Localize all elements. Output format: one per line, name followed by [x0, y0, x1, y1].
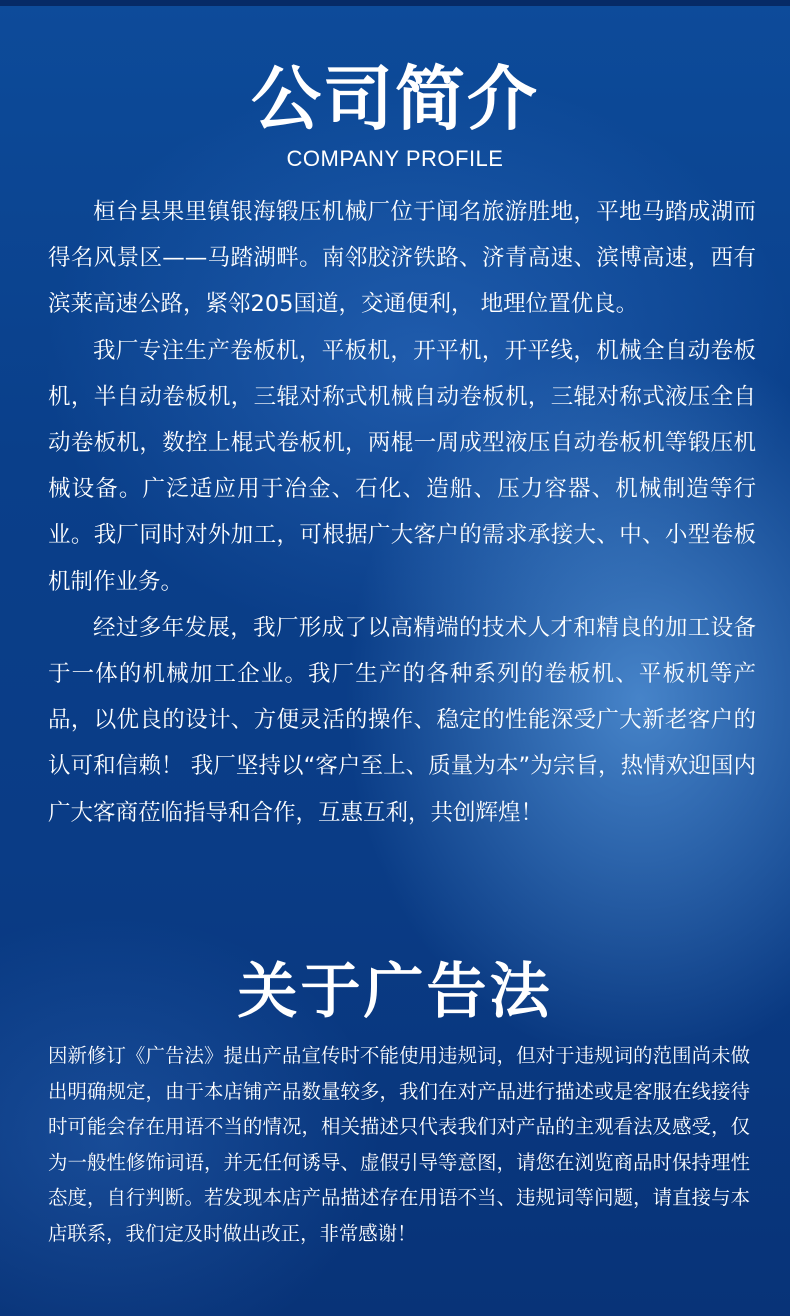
company-profile-text	[48, 189, 756, 836]
ad-law-title: 关于广告法	[237, 957, 553, 1027]
ad-law-body: 因新修订《广告法》提出产品宣传时不能使用违规词，但对于违规词的范围尚未做出明确规定，由于本店铺产品数量较多，我们在对产品进行描述或是客服在线接待时可能会存在用语不当的情况，相关描述只代表我们对产品的主观看法及感受，仅为一般性修饰词语，并无任何诱导、虚假引导等意图，请您在浏览商品时保持理性态度，自行判断。若发现本店产品描述存在用语不当、违规词等问题，请直接与本店联系，我们定及时做出改正，非常感谢！	[48, 1044, 750, 1245]
profile-paragraph-development: 经过多年发展，我厂形成了以高精端的技术人才和精良的加工设备于一体的机械加工企业。我厂生产的各种系列的卷板机、平板机等产品，以优良的设计、方便灵活的操作、稳定的性能深受广大新老客户的认可和信赖！ 我厂坚持以“客户至上、质量为本”为宗旨，热情欢迎国内广大客商莅临指导和合作，互惠互利，共创辉煌！	[48, 614, 756, 826]
top-border	[0, 0, 790, 6]
company-subtitle: COMPANY PROFILE	[286, 146, 504, 171]
company-title: 公司简介	[251, 58, 539, 140]
profile-paragraph-location: 桓台县果里镇银海锻压机械厂位于闻名旅游胜地，平地马踏成湖而得名风景区——马踏湖畔。南邻胶济铁路、济青高速、滨博高速，西有滨莱高速公路，紧邻205国道，交通便利， 地理位置优良。	[48, 199, 756, 318]
profile-paragraph-products: 我厂专注生产卷板机，平板机，开平机，开平线，机械全自动卷板机，半自动卷板机，三辊对称式机械自动卷板机，三辊对称式液压全自动卷板机，数控上棍式卷板机，两棍一周成型液压自动卷板机等锻压机械设备。广泛适应用于冶金、石化、造船、压力容器、机械制造等行业。我厂同时对外加工，可根据广大客户的需求承接大、中、小型卷板机制作业务。	[48, 337, 756, 595]
